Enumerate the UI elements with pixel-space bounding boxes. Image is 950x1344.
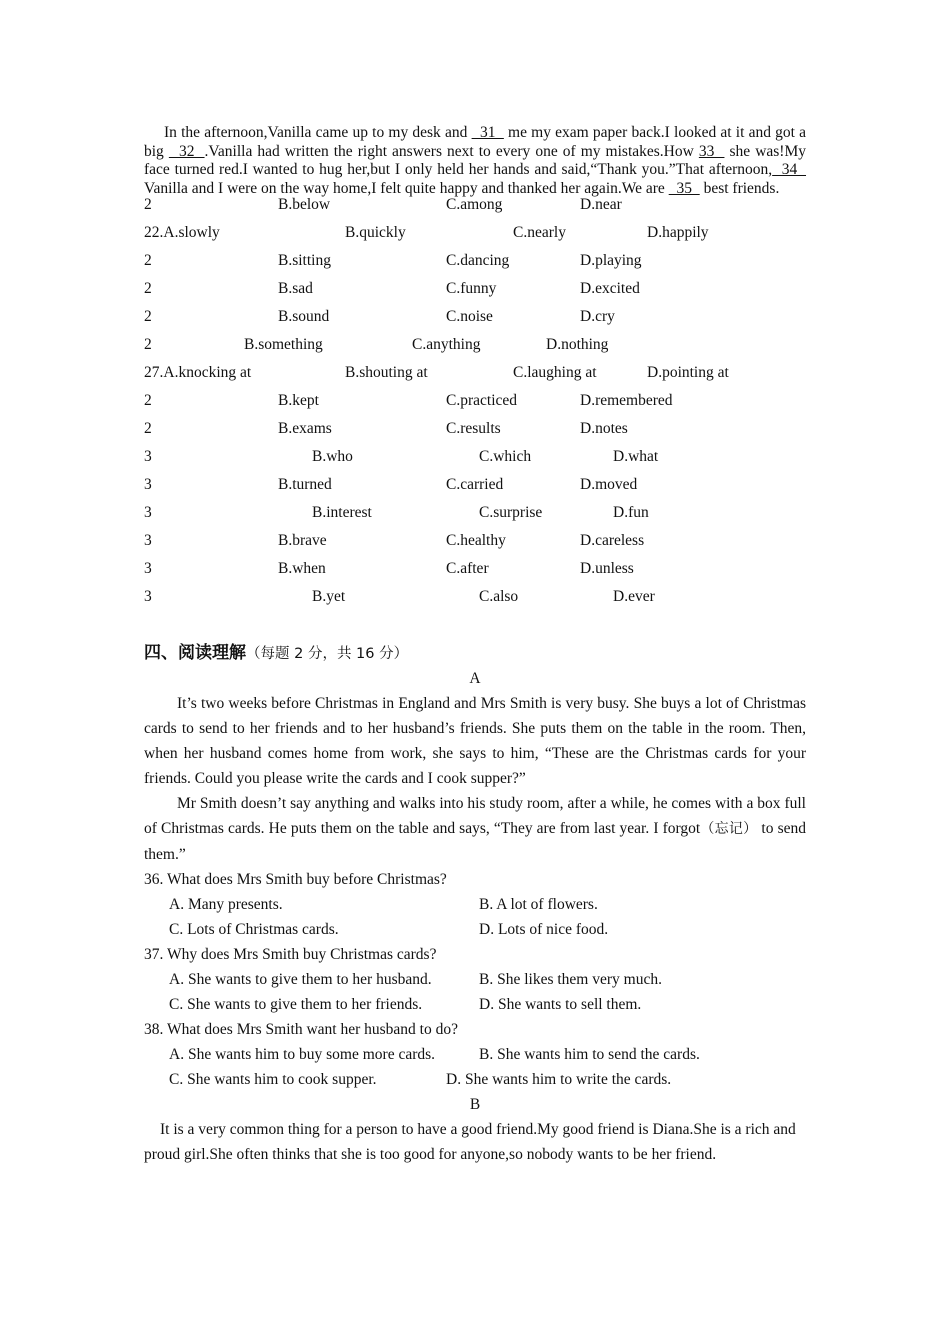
cloze-text-3: .Vanilla had written the right answers next to every one of my mistakes.How	[204, 142, 699, 160]
option-a: 2	[144, 195, 152, 213]
option-c: C.among	[446, 195, 503, 213]
option-d: D.nothing	[546, 335, 609, 353]
option-c: C.which	[479, 447, 532, 465]
passage-a-text-end: to send them.”	[144, 819, 806, 863]
option-b: B.turned	[278, 475, 332, 493]
option-a: 22.A.slowly	[144, 223, 220, 241]
option-b: B.something	[244, 335, 323, 353]
question-stem: 38. What does Mrs Smith want her husband to do?	[144, 1020, 458, 1038]
option-row	[144, 499, 806, 527]
option-d: D.near	[580, 195, 622, 213]
option-d: D.playing	[580, 251, 642, 269]
option-row	[144, 303, 806, 331]
option-b: B.exams	[278, 419, 332, 437]
passage-b-label: B	[469, 1095, 481, 1113]
exam-page	[144, 124, 806, 1167]
option-d: D.careless	[580, 531, 645, 549]
blank-35: 35	[668, 180, 700, 198]
option-a: 3	[144, 503, 152, 521]
answer-d: D. Lots of nice food.	[479, 920, 609, 938]
option-b: B.brave	[278, 531, 327, 549]
question-36	[144, 867, 806, 942]
option-b: B.sound	[278, 307, 330, 325]
option-d: D.cry	[580, 307, 615, 325]
option-a: 27.A.knocking at	[144, 363, 252, 381]
option-c: C.nearly	[513, 223, 566, 241]
option-c: C.healthy	[446, 531, 506, 549]
option-a: 2	[144, 279, 152, 297]
option-b: B.interest	[312, 503, 372, 521]
answer-a: A. She wants to give them to her husband.	[169, 970, 432, 988]
passage-b-paragraph-1: It is a very common thing for a person to have a good friend.My good friend is Diana.She is a rich and proud girl.She often thinks that she is too good for anyone,so nobody wants to be her friend.	[144, 1120, 796, 1163]
answer-a: A. Many presents.	[169, 895, 283, 913]
option-c: C.results	[446, 419, 501, 437]
answer-c: C. She wants him to cook supper.	[169, 1070, 377, 1088]
option-row	[144, 443, 806, 471]
answer-b: B. A lot of flowers.	[479, 895, 598, 913]
question-38	[144, 1017, 806, 1092]
section-heading	[144, 641, 806, 666]
option-c: C.dancing	[446, 251, 510, 269]
question-options	[144, 892, 806, 917]
answer-c: C. She wants to give them to her friends.	[169, 995, 423, 1013]
question-options	[144, 917, 806, 942]
option-a: 3	[144, 587, 152, 605]
answer-b: B. She likes them very much.	[479, 970, 662, 988]
option-c: C.funny	[446, 279, 497, 297]
cloze-text-6: best friends.	[699, 180, 780, 198]
option-row	[144, 247, 806, 275]
option-row	[144, 471, 806, 499]
question-options	[144, 992, 806, 1017]
option-row	[144, 191, 806, 219]
passage-a-paragraph-2	[144, 791, 806, 867]
blank-34: 34	[772, 161, 807, 179]
option-b: B.below	[278, 195, 331, 213]
option-d: D.ever	[613, 587, 655, 605]
option-d: D.notes	[580, 419, 628, 437]
cloze-options	[144, 191, 806, 611]
option-b: B.sad	[278, 279, 313, 297]
option-b: B.sitting	[278, 251, 331, 269]
answer-d: D. She wants to sell them.	[479, 995, 642, 1013]
passage-a-paragraph-1: It’s two weeks before Christmas in England and Mrs Smith is very busy. She buys a lot of Christmas cards to send to her friends and to her husband’s friends. She puts them on the table in the room. Then, when her husband comes home from work, she says to him, “These are the Christmas cards for your friends. Could you please write the cards and I cook supper?”	[144, 694, 806, 787]
blank-32: 32	[168, 142, 205, 160]
section-subtitle: （每题 2 分，共 16 分）	[246, 645, 409, 662]
question-options	[144, 967, 806, 992]
cloze-text-1: In the afternoon,Vanilla came up to my desk and	[164, 124, 468, 141]
option-row	[144, 275, 806, 303]
cloze-passage	[144, 124, 806, 199]
option-row	[144, 527, 806, 555]
option-b: B.shouting at	[345, 363, 428, 381]
cloze-text-5: Vanilla and I were on the way home,I felt quite happy and thanked her again.We are	[144, 180, 669, 198]
blank-33: 33	[698, 142, 725, 160]
answer-c: C. Lots of Christmas cards.	[169, 920, 339, 938]
option-d: D.excited	[580, 279, 640, 297]
option-d: D.unless	[580, 559, 634, 577]
option-c: C.also	[479, 587, 519, 605]
option-c: C.surprise	[479, 503, 543, 521]
option-row	[144, 387, 806, 415]
option-d: D.what	[613, 447, 659, 465]
cloze-text-4: she was!My face turned red.I wanted to hug her,but I only held her hands and said,“Thank you.”That afternoon,	[144, 142, 807, 179]
option-a: 3	[144, 559, 152, 577]
answer-d: D. She wants him to write the cards.	[446, 1070, 672, 1088]
option-c: C.noise	[446, 307, 493, 325]
option-c: C.after	[446, 559, 489, 577]
section-title: 四、阅读理解	[144, 642, 246, 663]
answer-b: B. She wants him to send the cards.	[479, 1045, 700, 1063]
option-b: B.yet	[312, 587, 346, 605]
option-a: 2	[144, 391, 152, 409]
option-c: C.practiced	[446, 391, 518, 409]
option-a: 2	[144, 251, 152, 269]
option-d: D.remembered	[580, 391, 673, 409]
option-d: D.happily	[647, 223, 709, 241]
option-row	[144, 583, 806, 611]
option-c: C.laughing at	[513, 363, 597, 381]
question-stem: 37. Why does Mrs Smith buy Christmas cards?	[144, 945, 437, 963]
option-row	[144, 415, 806, 443]
option-row	[144, 219, 806, 247]
passage-a-text: Mr Smith doesn’t say anything and walks into his study room, after a while, he comes with a box full of Christmas cards. He puts them on the table and says, “They are from last year. I forgot	[144, 794, 806, 837]
option-c: C.carried	[446, 475, 504, 493]
option-a: 3	[144, 475, 152, 493]
passage-a-label: A	[469, 669, 481, 687]
question-options	[144, 1067, 806, 1092]
option-b: B.quickly	[345, 223, 406, 241]
option-a: 3	[144, 531, 152, 549]
option-row	[144, 359, 806, 387]
option-d: D.pointing at	[647, 363, 729, 381]
question-37	[144, 942, 806, 1017]
question-stem: 36. What does Mrs Smith buy before Christmas?	[144, 870, 447, 888]
blank-31: 31	[471, 124, 504, 141]
option-row	[144, 331, 806, 359]
option-b: B.kept	[278, 391, 319, 409]
option-b: B.who	[312, 447, 353, 465]
option-a: 2	[144, 419, 152, 437]
option-row	[144, 555, 806, 583]
option-a: 2	[144, 307, 152, 325]
answer-a: A. She wants him to buy some more cards.	[169, 1045, 436, 1063]
question-options	[144, 1042, 806, 1067]
option-b: B.when	[278, 559, 326, 577]
option-c: C.anything	[412, 335, 481, 353]
cloze-text-2: me my exam paper back.I looked at it and got a big	[144, 124, 807, 160]
option-a: 2	[144, 335, 152, 353]
option-d: D.moved	[580, 475, 638, 493]
chinese-gloss: （忘记）	[700, 820, 758, 837]
option-d: D.fun	[613, 503, 649, 521]
option-a: 3	[144, 447, 152, 465]
